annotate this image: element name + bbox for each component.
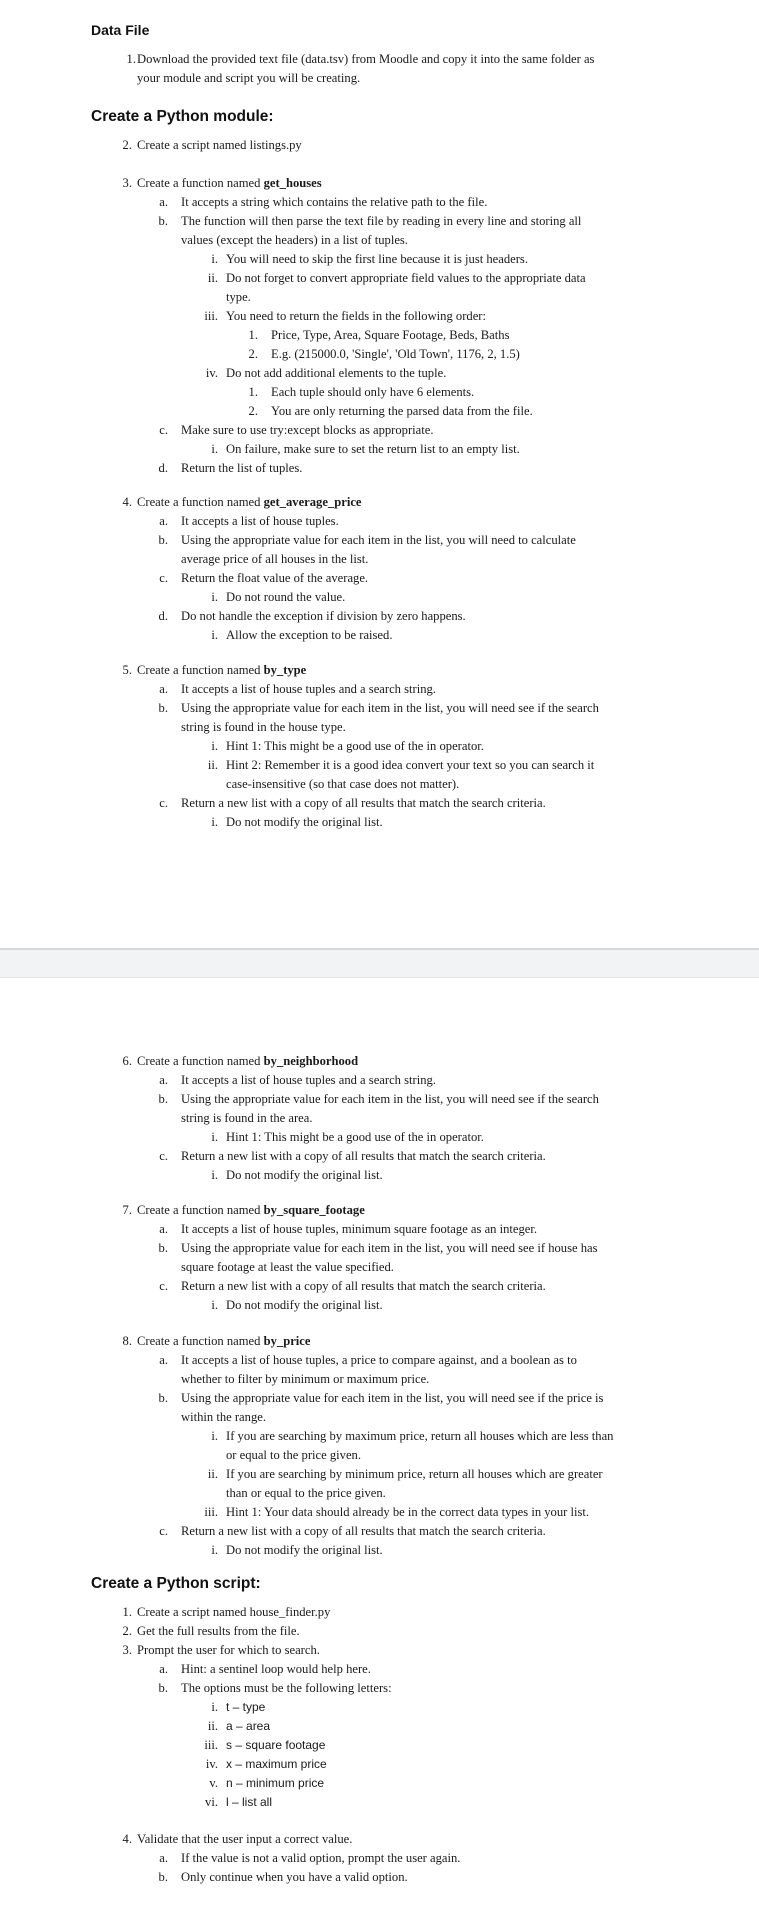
function-heading: Create a function named by_price: [137, 1334, 311, 1348]
option-marker: iv.: [205, 1757, 218, 1771]
list-item-text: Using the appropriate value for each item in the list, you will need see if house has: [181, 1241, 598, 1255]
list-item-text: values (except the headers) in a list of tuples.: [181, 233, 408, 247]
document-page-1: [0, 0, 759, 948]
list-item-text: Hint: a sentinel loop would help here.: [181, 1662, 371, 1676]
list-marker: i.: [211, 739, 218, 753]
list-marker: 3.: [122, 1643, 132, 1657]
list-marker: a.: [159, 1073, 168, 1087]
list-marker: 2.: [122, 138, 132, 152]
list-marker: 2.: [122, 1624, 132, 1638]
list-marker: b.: [158, 701, 168, 715]
list-marker: 1.: [248, 328, 258, 342]
list-marker: i.: [211, 628, 218, 642]
list-item-text: Price, Type, Area, Square Footage, Beds, Baths: [271, 328, 510, 342]
list-item-text: Create a script named house_finder.py: [137, 1605, 331, 1619]
option-marker: i.: [211, 1700, 218, 1714]
list-item-text: Return a new list with a copy of all results that match the search criteria.: [181, 1149, 546, 1163]
list-marker: 2.: [248, 404, 258, 418]
list-item-text: Hint 1: This might be a good use of the in operator.: [226, 739, 484, 753]
list-item-text: Do not round the value.: [226, 590, 346, 604]
option-marker: ii.: [207, 1719, 218, 1733]
list-item-text: It accepts a list of house tuples.: [181, 514, 339, 528]
data-file-heading: Data File: [91, 22, 150, 38]
list-item-text: Prompt the user for which to search.: [137, 1643, 320, 1657]
list-marker: a.: [159, 682, 168, 696]
list-marker: iii.: [204, 1505, 218, 1519]
list-marker: 6.: [122, 1054, 132, 1068]
script-heading: Create a Python script:: [91, 1575, 261, 1592]
option-text: n – minimum price: [226, 1776, 325, 1790]
list-item-text: Each tuple should only have 6 elements.: [271, 385, 475, 399]
list-item-text: It accepts a list of house tuples and a search string.: [181, 1073, 436, 1087]
list-item-text: square footage at least the value specified.: [181, 1260, 394, 1274]
list-marker: b.: [158, 1092, 168, 1106]
list-marker: i.: [211, 442, 218, 456]
list-marker: 7.: [122, 1203, 132, 1217]
list-item-text: Using the appropriate value for each item in the list, you will need see if the search: [181, 1092, 599, 1106]
list-marker: iii.: [204, 309, 218, 323]
list-marker: c.: [159, 423, 168, 437]
list-item-text: or equal to the price given.: [226, 1448, 361, 1462]
list-item-text: On failure, make sure to set the return list to an empty list.: [226, 442, 520, 456]
list-item-text: whether to filter by minimum or maximum price.: [181, 1372, 430, 1386]
function-heading: Create a function named get_houses: [137, 176, 322, 190]
list-item-text: Return the float value of the average.: [181, 571, 369, 585]
function-name: by_price: [263, 1334, 311, 1348]
list-item-text: than or equal to the price given.: [226, 1486, 386, 1500]
list-marker: 2.: [248, 347, 258, 361]
list-marker: i.: [211, 1543, 218, 1557]
list-marker: 1.: [126, 52, 136, 66]
document-page-2: [0, 978, 759, 1920]
function-name: by_neighborhood: [263, 1054, 359, 1068]
list-item-text: Hint 1: Your data should already be in the correct data types in your list.: [226, 1505, 590, 1519]
list-item-text: If you are searching by maximum price, return all houses which are less than: [226, 1429, 614, 1443]
list-item-text: Do not add additional elements to the tuple.: [226, 366, 447, 380]
list-marker: i.: [211, 1130, 218, 1144]
function-name: get_average_price: [263, 495, 362, 509]
list-marker: ii.: [207, 271, 218, 285]
option-text: a – area: [226, 1719, 271, 1733]
function-heading: Create a function named by_type: [137, 663, 307, 677]
page-break-gutter: [0, 948, 759, 978]
list-item-text: average price of all houses in the list.: [181, 552, 369, 566]
list-item-text: Get the full results from the file.: [137, 1624, 300, 1638]
list-marker: d.: [158, 609, 168, 623]
list-marker: 8.: [122, 1334, 132, 1348]
list-item-text: string is found in the area.: [181, 1111, 313, 1125]
list-item-text: If you are searching by minimum price, return all houses which are greater: [226, 1467, 603, 1481]
list-item-text: string is found in the house type.: [181, 720, 346, 734]
function-name: get_houses: [263, 176, 322, 190]
list-marker: b.: [158, 1870, 168, 1884]
list-marker: c.: [159, 1149, 168, 1163]
option-marker: vi.: [205, 1795, 218, 1809]
list-item-text: If the value is not a valid option, prompt the user again.: [181, 1851, 461, 1865]
list-marker: a.: [159, 195, 168, 209]
list-marker: 4.: [122, 1832, 132, 1846]
list-item-text: Hint 2: Remember it is a good idea convert your text so you can search it: [226, 758, 595, 772]
list-item-text: Return the list of tuples.: [181, 461, 303, 475]
function-heading: Create a function named by_square_footage: [137, 1203, 365, 1217]
list-item-text: Return a new list with a copy of all results that match the search criteria.: [181, 1524, 546, 1538]
list-marker: 3.: [122, 176, 132, 190]
list-item-text: You are only returning the parsed data from the file.: [271, 404, 533, 418]
list-marker: a.: [159, 514, 168, 528]
list-item-text: Create a script named listings.py: [137, 138, 302, 152]
list-marker: i.: [211, 252, 218, 266]
list-marker: a.: [159, 1662, 168, 1676]
list-item-text: Using the appropriate value for each item in the list, you will need to calculate: [181, 533, 576, 547]
list-item-text: It accepts a list of house tuples, minimum square footage as an integer.: [181, 1222, 538, 1236]
list-marker: i.: [211, 815, 218, 829]
option-text: x – maximum price: [226, 1757, 327, 1771]
list-item-text: Do not modify the original list.: [226, 1543, 383, 1557]
list-item-text: Do not modify the original list.: [226, 1168, 383, 1182]
function-heading: Create a function named by_neighborhood: [137, 1054, 359, 1068]
list-item-text: Download the provided text file (data.tsv) from Moodle and copy it into the same folder as: [137, 52, 595, 66]
list-marker: 1.: [248, 385, 258, 399]
list-item-text: Hint 1: This might be a good use of the in operator.: [226, 1130, 484, 1144]
list-item-text: It accepts a list of house tuples, a price to compare against, and a boolean as to: [181, 1353, 577, 1367]
list-item-text: Do not modify the original list.: [226, 815, 383, 829]
list-marker: ii.: [207, 1467, 218, 1481]
list-marker: d.: [158, 461, 168, 475]
list-marker: i.: [211, 1168, 218, 1182]
option-marker: v.: [209, 1776, 218, 1790]
list-marker: c.: [159, 1279, 168, 1293]
list-item-text: The function will then parse the text file by reading in every line and storing all: [181, 214, 582, 228]
function-name: by_square_footage: [263, 1203, 365, 1217]
option-marker: iii.: [204, 1738, 218, 1752]
list-item-text: Validate that the user input a correct value.: [137, 1832, 353, 1846]
list-marker: b.: [158, 214, 168, 228]
list-marker: b.: [158, 1681, 168, 1695]
list-item-text: E.g. (215000.0, 'Single', 'Old Town', 1176, 2, 1.5): [271, 347, 520, 361]
list-marker: 1.: [122, 1605, 132, 1619]
list-item-text: It accepts a list of house tuples and a search string.: [181, 682, 436, 696]
list-item-text: Do not modify the original list.: [226, 1298, 383, 1312]
list-item-text: Return a new list with a copy of all results that match the search criteria.: [181, 796, 546, 810]
list-item-text: Do not handle the exception if division by zero happens.: [181, 609, 466, 623]
list-item-text: Using the appropriate value for each item in the list, you will need see if the price is: [181, 1391, 604, 1405]
list-marker: a.: [159, 1851, 168, 1865]
function-name: by_type: [263, 663, 307, 677]
list-item-text: You will need to skip the first line because it is just headers.: [226, 252, 528, 266]
list-item-text: You need to return the fields in the following order:: [226, 309, 486, 323]
list-marker: b.: [158, 1391, 168, 1405]
list-item-text: The options must be the following letters:: [181, 1681, 392, 1695]
option-text: t – type: [226, 1700, 266, 1714]
function-heading: Create a function named get_average_price: [137, 495, 362, 509]
option-text: l – list all: [226, 1795, 273, 1809]
list-marker: i.: [211, 1429, 218, 1443]
list-item-text: Using the appropriate value for each item in the list, you will need see if the search: [181, 701, 599, 715]
list-marker: i.: [211, 1298, 218, 1312]
list-item-text: Only continue when you have a valid option.: [181, 1870, 408, 1884]
list-marker: c.: [159, 1524, 168, 1538]
list-marker: a.: [159, 1222, 168, 1236]
list-marker: ii.: [207, 758, 218, 772]
list-item-text: your module and script you will be creating.: [137, 71, 361, 85]
list-item-text: within the range.: [181, 1410, 266, 1424]
list-marker: 4.: [122, 495, 132, 509]
list-item-text: type.: [226, 290, 251, 304]
module-heading: Create a Python module:: [91, 108, 274, 125]
list-item-text: It accepts a string which contains the relative path to the file.: [181, 195, 488, 209]
list-marker: b.: [158, 1241, 168, 1255]
list-item-text: Allow the exception to be raised.: [226, 628, 393, 642]
list-item-text: Return a new list with a copy of all results that match the search criteria.: [181, 1279, 546, 1293]
list-item-text: case-insensitive (so that case does not matter).: [226, 777, 460, 791]
list-marker: b.: [158, 533, 168, 547]
list-marker: c.: [159, 571, 168, 585]
list-marker: iv.: [205, 366, 218, 380]
list-item-text: Make sure to use try:except blocks as appropriate.: [181, 423, 434, 437]
list-item-text: Do not forget to convert appropriate field values to the appropriate data: [226, 271, 586, 285]
option-text: s – square footage: [226, 1738, 326, 1752]
list-marker: c.: [159, 796, 168, 810]
list-marker: 5.: [122, 663, 132, 677]
list-marker: a.: [159, 1353, 168, 1367]
list-marker: i.: [211, 590, 218, 604]
